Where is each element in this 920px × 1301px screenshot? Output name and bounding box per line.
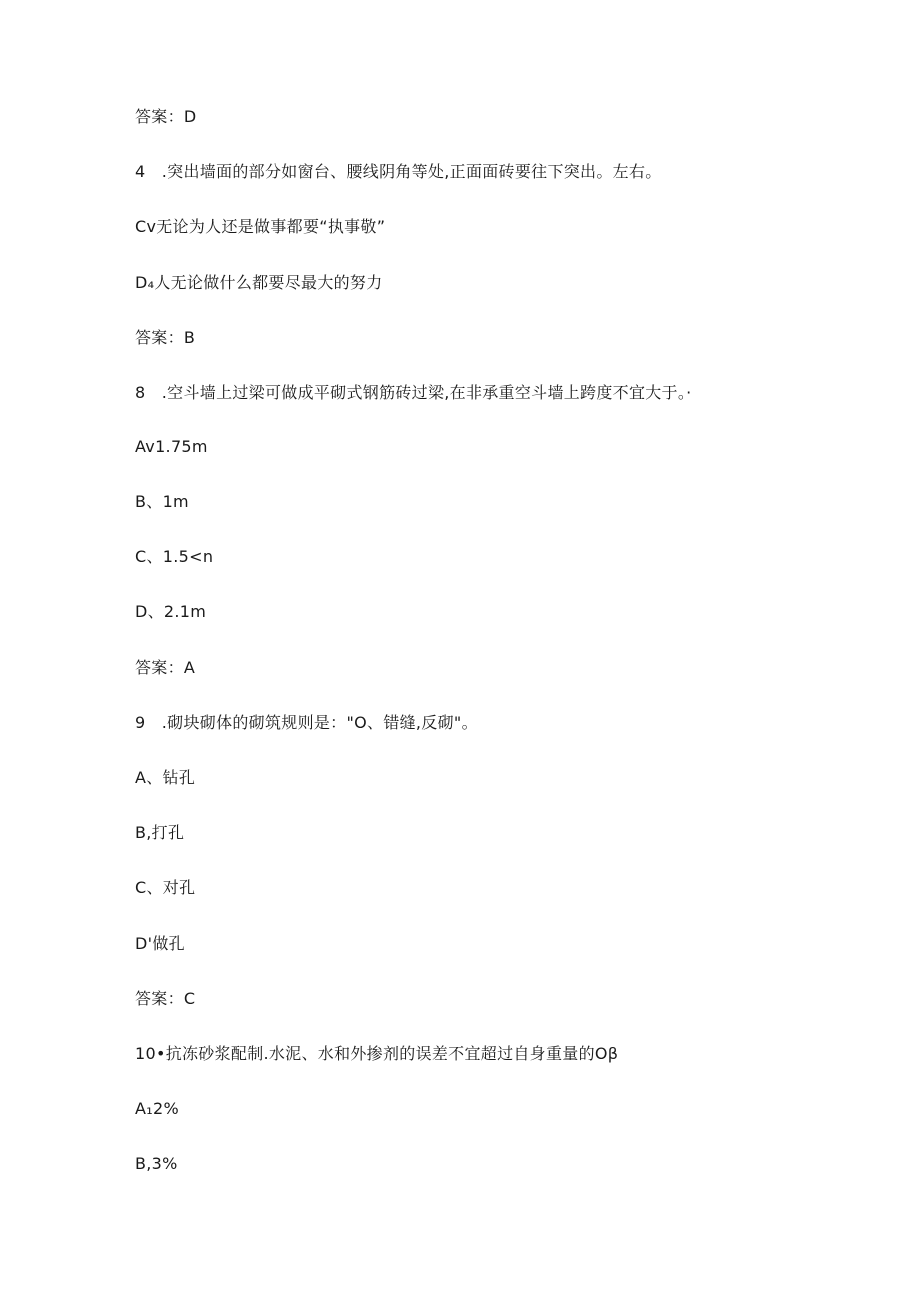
- question-8: 8 .空斗墙上过梁可做成平砌式钢筋砖过梁,在非承重空斗墙上跨度不宜大于。·: [135, 383, 692, 402]
- option-a: Av1.75m: [135, 437, 208, 456]
- option-a: A、钻孔: [135, 768, 196, 787]
- answer-line: 答案：B: [135, 328, 196, 347]
- option-c: Cv无论为人还是做事都要“执事敬”: [135, 217, 386, 236]
- option-d: D₄人无论做什么都要尽最大的努力: [135, 273, 383, 292]
- question-9: 9 .砌块砌体的砌筑规则是："O、错缝,反砌"。: [135, 713, 478, 732]
- answer-line: 答案：A: [135, 658, 196, 677]
- option-b: B,3%: [135, 1154, 178, 1173]
- option-c: C、1.5<n: [135, 547, 214, 566]
- option-a: A₁2%: [135, 1099, 179, 1118]
- answer-line: 答案：D: [135, 107, 197, 126]
- answer-line: 答案：C: [135, 989, 196, 1008]
- option-d: D、2.1m: [135, 602, 207, 621]
- question-10: 10•抗冻砂浆配制.水泥、水和外掺剂的误差不宜超过自身重量的Oβ: [135, 1044, 619, 1063]
- question-4: 4 .突出墙面的部分如窗台、腰线阴角等处,正面面砖要往下突出。左右。: [135, 162, 662, 181]
- option-d: D'做孔: [135, 934, 185, 953]
- option-b: B、1m: [135, 492, 189, 511]
- option-b: B,打孔: [135, 823, 185, 842]
- option-c: C、对孔: [135, 878, 196, 897]
